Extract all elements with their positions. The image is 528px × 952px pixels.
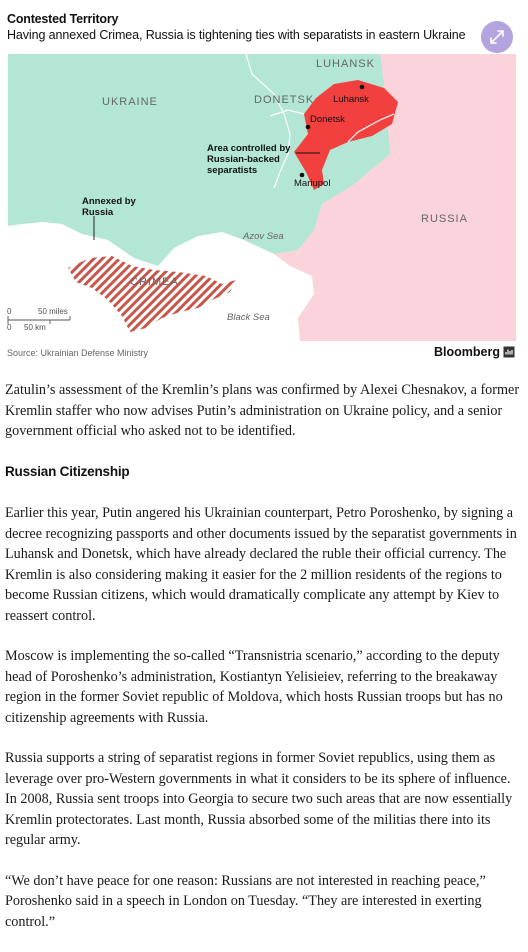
section-heading: Russian Citizenship xyxy=(5,463,130,479)
article-paragraph: Moscow is implementing the so-called “Transnistria scenario,” according to the deputy head of Poroshenko’s administration, Kostiantyn Yelisieiev, referring to the breakaway region in the former Soviet republic of Moldova, which hosts Russian troops but has no citizenship agreements with Russia. xyxy=(5,648,503,726)
crimea-region-label: CRIMEA xyxy=(130,276,179,288)
figure-subtitle: Having annexed Crimea, Russia is tightening ties with separatists in eastern Ukraine xyxy=(7,28,466,42)
luhansk-dot xyxy=(360,85,365,90)
russia-region-label: RUSSIA xyxy=(421,213,468,225)
bloomberg-logo[interactable] xyxy=(434,345,515,359)
expand-arrows-icon xyxy=(489,29,505,45)
map xyxy=(8,54,516,341)
donetsk-dot xyxy=(306,125,311,130)
luhansk-region-label: LUHANSK xyxy=(316,58,375,70)
mariupol-city-label: Mariupol xyxy=(294,178,331,189)
annexed-callout: Annexed by Russia xyxy=(82,196,136,218)
ukraine-region-label: UKRAINE xyxy=(102,96,158,108)
article-paragraph: “We don’t have peace for one reason: Russians are not interested in reaching peace,” Poroshenko said in a speech in London on Tuesday. “They are interested in exerting control.” xyxy=(5,872,486,930)
brand-text: Bloomberg xyxy=(434,345,500,359)
controlled-area-callout: Area controlled by Russian-backed separatists xyxy=(207,143,291,176)
donetsk-city-label: Donetsk xyxy=(310,114,345,125)
article-paragraph: Russia supports a string of separatist regions in former Soviet republics, using them as leverage over pro-Western governments in what it considers to be its sphere of influence. In 2008, Russia sent troops into Georgia to secure two such areas that are now essentially Kremlin protectorates. Last month, Russia absorbed some of the militias there into its regular army. xyxy=(5,750,513,848)
figure-title: Contested Territory xyxy=(7,12,119,26)
scale-miles-zero: 0 xyxy=(7,307,12,316)
scale-miles-label: 50 miles xyxy=(38,307,68,316)
map-figure xyxy=(0,0,528,370)
black-sea-label: Black Sea xyxy=(227,312,270,323)
scale-km-zero: 0 xyxy=(7,323,12,332)
luhansk-city-label: Luhansk xyxy=(333,94,369,105)
bloomberg-terminal-icon xyxy=(503,346,515,358)
azov-sea-label: Azov Sea xyxy=(243,231,284,242)
expand-button[interactable] xyxy=(481,21,513,53)
figure-source: Source: Ukrainian Defense Ministry xyxy=(7,348,149,358)
scale-km-label: 50 km xyxy=(24,323,46,332)
article-paragraph: Earlier this year, Putin angered his Ukrainian counterpart, Petro Poroshenko, by signing a decree recognizing passports and other documents issued by the separatist governments in Luhansk and Donetsk, which have already declared the ruble their official currency. The Kremlin is also considering making it easier for the 2 million residents of the regions to become Russian citizens, which would dramatically complicate any attempt by Kiev to reassert control. xyxy=(5,505,517,624)
donetsk-region-label: DONETSK xyxy=(254,94,315,106)
article-paragraph: Zatulin’s assessment of the Kremlin’s plans was confirmed by Alexei Chesnakov, a former Kremlin staffer who now advises Putin’s administration on Ukraine policy, and a senior government official who asked not to be identified. xyxy=(5,382,520,439)
article-body xyxy=(5,380,523,952)
